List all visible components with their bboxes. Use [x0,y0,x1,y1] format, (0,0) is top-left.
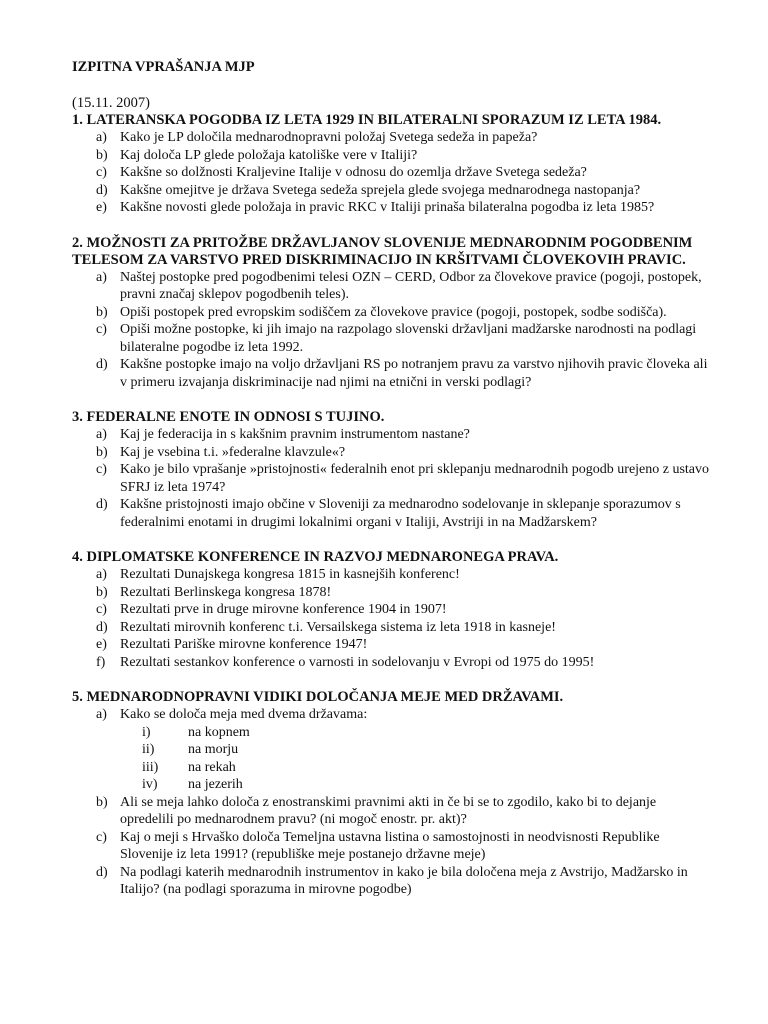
nested-item-text: na jezerih [188,777,243,792]
list-item [72,654,712,672]
list-item [72,321,712,356]
list-item [72,601,712,619]
subquestion-list [72,706,712,899]
nested-list-item [72,741,712,759]
document-title: IZPITNA VPRAŠANJA MJP [72,59,255,75]
item-label: b) [96,444,108,460]
list-item [72,566,712,584]
list-item [72,619,712,637]
item-label: d) [96,357,108,372]
nested-item-text: na morju [188,742,239,757]
item-label: b) [96,304,108,320]
item-text: Rezultati mirovnih konferenc t.i. Versailskega sistema iz leta 1918 in kasneje! [120,619,556,635]
item-text: Rezultati prve in druge mirovne konference 1904 in 1907! [120,602,447,617]
question-heading: 4. DIPLOMATSKE KONFERENCE IN RAZVOJ MEDNARONEGA PRAVA. [72,549,559,565]
item-text: Kakšne so dolžnosti Kraljevine Italije v odnosu do ozemlja države Svetega sedeža? [120,165,587,180]
item-label: a) [96,567,107,582]
question-5 [72,689,712,899]
item-text: Opiši postopek pred evropskim sodiščem za človekove pravice (pogoji, postopek, sodbe sodišča). [120,304,667,320]
item-label: c) [96,829,107,845]
subquestion-list [72,129,712,217]
question-2 [72,235,712,392]
item-text: Rezultati Pariške mirovne konference 1947! [120,637,368,652]
question-4 [72,549,712,671]
item-text: Kako je LP določila mednarodnopravni položaj Svetega sedeža in papeža? [120,130,538,145]
item-text: Kaj določa LP glede položaja katoliške vere v Italiji? [120,147,418,163]
list-item [72,496,712,531]
list-item [72,864,712,899]
item-text: Ali se meja lahko določa z enostranskimi pravnimi akti in če bi se to zgodilo, kako bi to dejanje opredelili po mednarodnem pravu? (ni mogoč enostr. pr. akt)? [120,794,657,827]
list-item [72,182,712,200]
item-text: Kakšne pristojnosti imajo občine v Sloveniji za mednarodno sodelovanje in sklepanje sporazumov s federalnimi enotami in drugimi lokalnimi organi v Italiji, Avstriji in na Madžarskem? [120,497,681,530]
subquestion-list [72,426,712,531]
item-label: b) [96,584,108,600]
item-text: Kaj o meji s Hrvaško določa Temeljna ustavna listina o samostojnosti in neodvisnosti Republike Slovenije iz leta 1991? (republiške meje postanejo državne meje) [120,829,660,862]
nested-item-label: iii) [142,759,159,775]
item-label: d) [96,619,108,635]
item-text: Kakšne omejitve je država Svetega sedeža sprejela glede svojega mednarodnega nastopanja? [120,182,641,198]
question-heading: 2. MOŽNOSTI ZA PRITOŽBE DRŽAVLJANOV SLOVENIJE MEDNARODNIM POGODBENIM TELESOM ZA VARSTVO PRED DISKRIMINACIJO IN KRŠITVAMI ČLOVEKOVIH PRAVIC. [72,234,693,268]
list-item [72,461,712,496]
list-item [72,584,712,602]
list-item [72,129,712,147]
item-label: a) [96,707,107,722]
subquestion-list [72,566,712,671]
item-text: Rezultati Dunajskega kongresa 1815 in kasnejših konferenc! [120,567,460,582]
question-1 [72,112,712,217]
list-item [72,426,712,444]
item-label: d) [96,864,108,880]
document-date: (15.11. 2007) [72,95,150,111]
nested-item-text: na kopnem [188,724,250,740]
list-item [72,444,712,462]
item-label: c) [96,462,107,477]
item-label: e) [96,200,107,215]
nested-list [120,724,712,794]
nested-list-item [72,759,712,777]
item-text: Na podlagi katerih mednarodnih instrumentov in kako je bila določena meja z Avstrijo, Madžarsko in Italijo? (na podlagi sporazuma in mirovne pogodbe) [120,864,688,897]
nested-item-label: ii) [142,742,155,757]
item-text: Rezultati sestankov konference o varnosti in sodelovanju v Evropi od 1975 do 1995! [120,654,595,670]
list-item [72,356,712,391]
item-text: Rezultati Berlinskega kongresa 1878! [120,584,332,600]
item-label: c) [96,602,107,617]
item-text: Naštej postopke pred pogodbenimi telesi OZN – CERD, Odbor za človekove pravice (pogoji, postopek, pravni značaj sklepov pogodbenih teles). [120,269,702,302]
item-text: Kakšne novosti glede položaja in pravic RKC v Italiji prinaša bilateralna pogodba iz leta 1985? [120,200,655,215]
item-text: Kaj je vsebina t.i. »federalne klavzule«? [120,444,346,460]
nested-item-label: i) [142,724,151,740]
item-label: b) [96,794,108,810]
list-item [72,269,712,304]
question-heading: 5. MEDNARODNOPRAVNI VIDIKI DOLOČANJA MEJE MED DRŽAVAMI. [72,689,564,705]
item-text: Opiši možne postopke, ki jih imajo na razpolago slovenski državljani madžarske narodnosti na podlagi bilateralne pogodbe iz leta 1992. [120,322,697,355]
list-item [72,147,712,165]
list-item [72,636,712,654]
question-3 [72,409,712,531]
nested-item-text: na rekah [188,759,236,775]
list-item [72,304,712,322]
list-item [72,199,712,217]
item-label: c) [96,165,107,180]
item-label: a) [96,427,107,442]
list-item [72,794,712,829]
question-heading: 3. FEDERALNE ENOTE IN ODNOSI S TUJINO. [72,409,385,425]
item-text: Kakšne postopke imajo na voljo državljani RS po notranjem pravu za varstvo njihovih pravic človeka ali v primeru izvajanja diskriminacije nad njimi na etnični in verski podlagi? [120,357,708,390]
item-text: Kako je bilo vprašanje »pristojnosti« federalnih enot pri sklepanju mednarodnih pogodb urejeno z ustavo SFRJ iz leta 1974? [120,462,710,495]
item-label: a) [96,269,107,285]
nested-list-item [72,776,712,794]
list-item [72,164,712,182]
nested-list-item [72,724,712,742]
item-label: a) [96,130,107,145]
item-label: d) [96,497,108,512]
subquestion-list [72,269,712,392]
exam-document [72,58,712,899]
question-heading: 1. LATERANSKA POGODBA IZ LETA 1929 IN BILATERALNI SPORAZUM IZ LETA 1984. [72,112,662,128]
item-text: Kaj je federacija in s kakšnim pravnim instrumentom nastane? [120,427,470,442]
item-label: c) [96,322,107,337]
item-label: e) [96,637,107,652]
nested-item-label: iv) [142,777,158,792]
list-item [72,706,712,794]
list-item [72,829,712,864]
item-label: b) [96,147,108,163]
item-label: f) [96,654,106,670]
item-text: Kako se določa meja med dvema državama: [120,707,368,722]
item-label: d) [96,182,108,198]
